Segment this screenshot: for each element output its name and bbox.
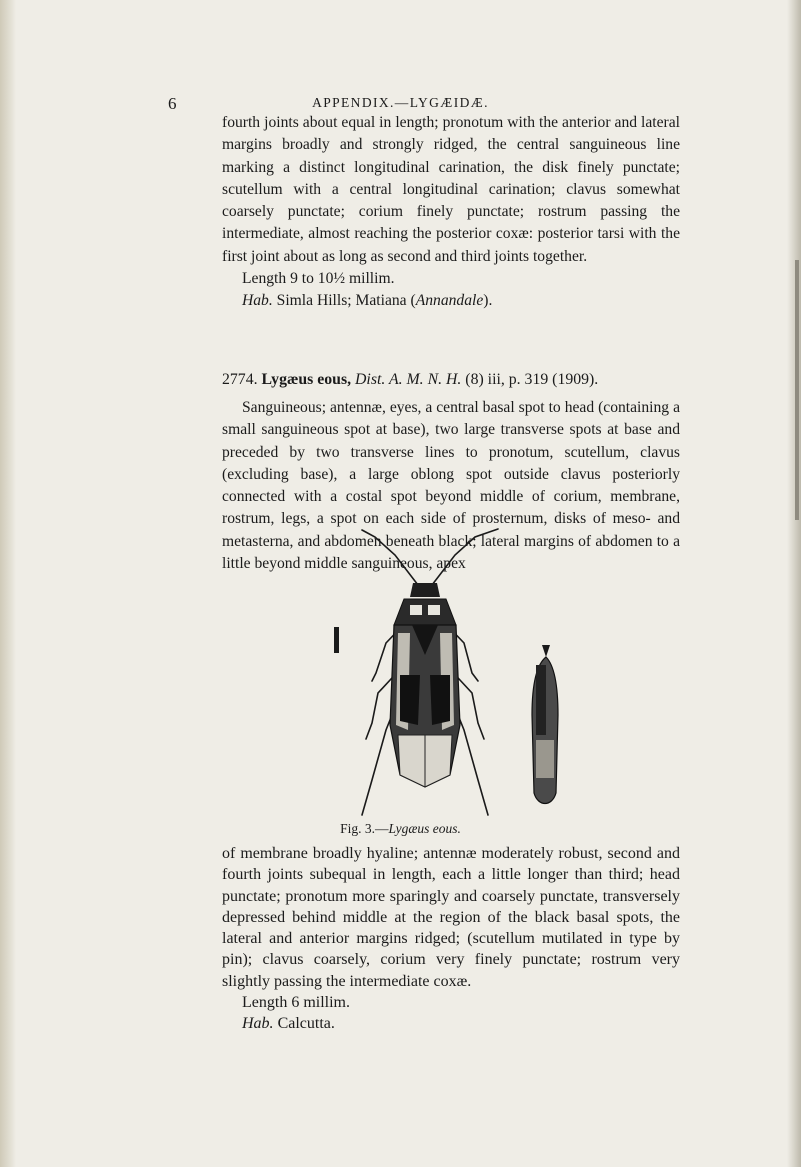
running-head: APPENDIX.—LYGÆIDÆ. [312, 95, 489, 110]
figure-caption [0, 821, 801, 837]
hab-text-2: Calcutta. [273, 1015, 335, 1033]
habitat-line-2 [222, 1013, 680, 1034]
reference-italic: Dist. A. M. N. H. [355, 371, 462, 388]
continued-description [222, 112, 680, 313]
hab-close: ). [483, 292, 493, 310]
hab-collector: Annandale [415, 292, 484, 310]
insect-illustration [300, 525, 600, 825]
description-continued [222, 843, 680, 1035]
entry-number: 2774. [222, 371, 258, 388]
reference-rest: (8) iii, p. 319 (1909). [461, 371, 599, 388]
description-paragraph-3: of membrane broadly hyaline; antennæ moderately robust, second and fourth joints subequal in length, each a little longer than third; head punctate; pronotum more sparingly and coarsely punctate, transversely depressed behind middle at the region of the black basal spots, the lateral and anterior margins ridged; (scutellum mutilated in type by pin); clavus coarsely, corium very finely punctate; rostrum very slightly passing the intermediate coxæ. [222, 845, 680, 990]
description-paragraph: fourth joints about equal in length; pronotum with the anterior and lateral margins broadly and strongly ridged, the central sanguineous line marking a distinct longitudinal carination, the disk finely punctate; scutellum with a central longitudinal carination; clavus somewhat coarsely punctate; corium finely punctate; rostrum passing the intermediate, almost reaching the posterior coxæ: posterior tarsi with the first joint about as long as second and third joints together. [222, 114, 680, 265]
length-line-2: Length 6 millim. [242, 994, 350, 1012]
page-right-edge [787, 0, 801, 1167]
genus-name: Lygæus [261, 371, 314, 388]
hab-label-2: Hab. [242, 1015, 274, 1033]
length-line: Length 9 to 10½ millim. [242, 270, 395, 288]
species-entry-heading [222, 369, 680, 391]
hab-label: Hab. [242, 292, 273, 310]
habitat-line [222, 290, 680, 312]
lygaeus-figure [300, 525, 600, 825]
page-number: 6 [168, 94, 177, 113]
caption-species: Lygæus eous. [388, 821, 461, 836]
page-binding-edge [0, 0, 16, 1167]
caption-label: Fig. 3.— [340, 821, 389, 836]
description-paragraph-2: Sanguineous; antennæ, eyes, a central basal spot to head (containing a small sanguineous spot at base), two large transverse spots at base and preceded by two transverse lines to pronotum, scutellum, clavus (excluding base), a large oblong spot outside clavus posteriorly connected with a costal spot beyond middle of corium, membrane, rostrum, legs, a spot on each side of prosternum, disks of meso- and metasterna, and abdomen beneath black; lateral margins of abdomen to a little beyond middle sanguineous, apex [222, 399, 680, 573]
hab-text: Simla Hills; Matiana ( [272, 292, 416, 310]
species-name: eous, [317, 371, 352, 388]
